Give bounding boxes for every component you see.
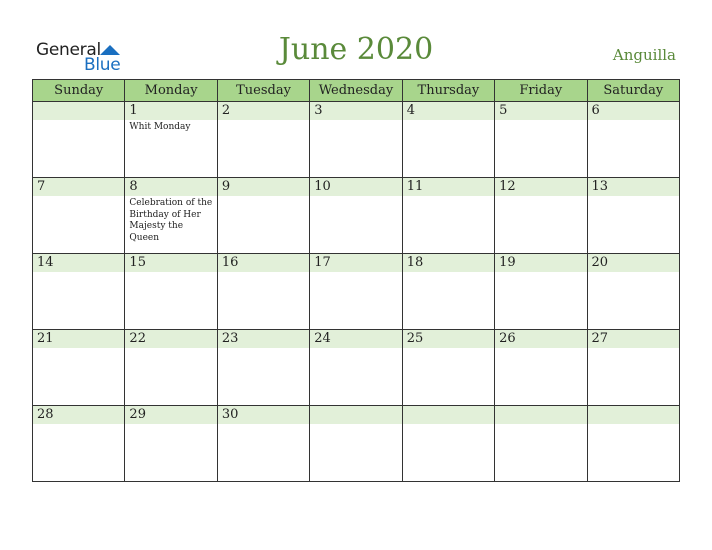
- day-number: 15: [129, 255, 146, 270]
- day-number: 3: [314, 103, 323, 118]
- day-number: 10: [314, 179, 331, 194]
- day-number: 21: [37, 331, 54, 346]
- day-band: [588, 102, 679, 120]
- day-number: 25: [406, 331, 424, 346]
- day-band: [218, 178, 309, 196]
- day-cell: [310, 254, 402, 330]
- day-number: 17: [314, 255, 331, 270]
- day-cell: [495, 254, 587, 330]
- day-number: 2: [221, 103, 231, 118]
- day-cell: [217, 406, 309, 482]
- day-cell: [402, 330, 494, 406]
- day-cell: [310, 406, 402, 482]
- day-cell: [310, 178, 402, 254]
- day-number: 24: [314, 331, 331, 346]
- weekday-header: Tuesday: [217, 80, 309, 102]
- weekday-header: Saturday: [587, 80, 679, 102]
- day-cell: [587, 254, 679, 330]
- weekday-header-row: [33, 80, 680, 102]
- week-row: [33, 406, 680, 482]
- day-band: [495, 406, 586, 424]
- day-number: 12: [499, 179, 516, 194]
- logo-text-general: General: [36, 40, 101, 60]
- day-number: 6: [591, 103, 600, 118]
- day-number: 13: [591, 179, 609, 194]
- day-cell: [125, 102, 217, 178]
- day-number: 30: [221, 407, 239, 422]
- day-number: 18: [406, 255, 424, 270]
- day-band: [310, 102, 401, 120]
- day-cell: [495, 178, 587, 254]
- day-cell: [217, 330, 309, 406]
- day-number: 27: [591, 331, 609, 346]
- day-cell: [125, 330, 217, 406]
- day-number: 4: [406, 103, 415, 118]
- calendar-grid: [32, 79, 680, 482]
- day-number: 22: [129, 331, 146, 346]
- day-number: 5: [499, 103, 508, 118]
- day-number: 7: [37, 179, 46, 194]
- day-band: [218, 102, 309, 120]
- weekday-header: Wednesday: [310, 80, 402, 102]
- day-number: 16: [221, 255, 239, 270]
- weekday-header: Sunday: [33, 80, 125, 102]
- logo-text-blue: Blue: [84, 55, 121, 75]
- day-number: 29: [129, 407, 146, 422]
- day-band: [495, 102, 586, 120]
- day-band: [403, 102, 494, 120]
- day-band: [125, 102, 216, 120]
- day-cell: [587, 102, 679, 178]
- week-row: [33, 102, 680, 178]
- day-cell: [33, 330, 125, 406]
- day-cell: [310, 330, 402, 406]
- day-number: 14: [37, 255, 54, 270]
- day-number: 11: [406, 179, 424, 194]
- day-band: [588, 406, 679, 424]
- day-cell: [125, 254, 217, 330]
- holiday-label: Celebration of the Birthday of Her Majesty the Queen: [129, 198, 213, 243]
- day-number: 28: [37, 407, 54, 422]
- day-cell: [33, 406, 125, 482]
- day-cell: [402, 254, 494, 330]
- week-row: [33, 178, 680, 254]
- weekday-header: Friday: [495, 80, 587, 102]
- day-number: 9: [221, 179, 231, 194]
- day-cell: [402, 102, 494, 178]
- day-cell: [402, 178, 494, 254]
- calendar-title: June 2020: [278, 32, 434, 67]
- day-cell: [33, 254, 125, 330]
- day-number: 20: [591, 255, 609, 270]
- day-band: [310, 406, 401, 424]
- week-row: [33, 254, 680, 330]
- weekday-header: Thursday: [402, 80, 494, 102]
- day-number: 19: [499, 255, 516, 270]
- day-cell: [495, 406, 587, 482]
- day-number: 23: [221, 331, 239, 346]
- day-number: 26: [499, 331, 516, 346]
- region-label: Anguilla: [612, 46, 676, 64]
- day-cell: [217, 254, 309, 330]
- day-band: [125, 178, 216, 196]
- day-cell: [402, 406, 494, 482]
- day-cell: [495, 102, 587, 178]
- weekday-header: Monday: [125, 80, 217, 102]
- day-cell: [587, 178, 679, 254]
- day-cell: [310, 102, 402, 178]
- day-cell: [217, 102, 309, 178]
- day-cell: [33, 102, 125, 178]
- week-row: [33, 330, 680, 406]
- holiday-label: Whit Monday: [129, 122, 191, 132]
- day-cell: [125, 406, 217, 482]
- day-band: [33, 102, 124, 120]
- day-cell: [587, 330, 679, 406]
- day-number: 1: [129, 103, 138, 118]
- day-cell: [495, 330, 587, 406]
- day-band: [33, 178, 124, 196]
- day-number: 8: [129, 179, 138, 194]
- day-cell: [125, 178, 217, 254]
- day-cell: [217, 178, 309, 254]
- day-band: [403, 406, 494, 424]
- day-cell: [587, 406, 679, 482]
- day-cell: [33, 178, 125, 254]
